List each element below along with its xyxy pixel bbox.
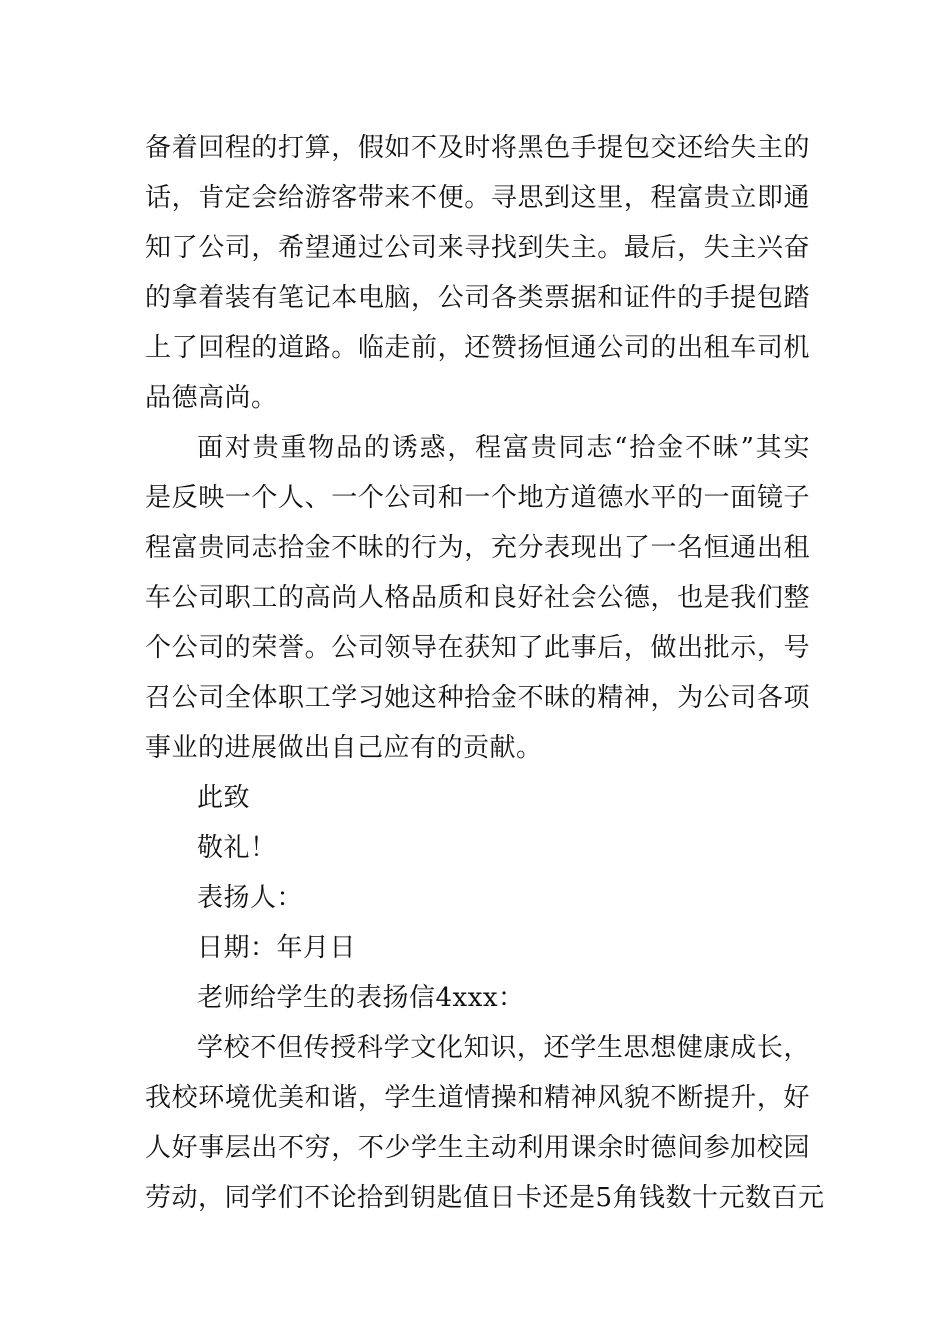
next-letter-heading: 老师给学生的表扬信4xxx： [197,983,525,1013]
paragraph-3-line-1: 学校不但传授科学文化知识，还学生思想健康成长， [197,1033,810,1063]
paragraph-1-line-6: 品德高尚。 [145,383,278,413]
closing-salutation: 此致 [197,783,251,813]
paragraph-1-line-1: 备着回程的打算，假如不及时将黑色手提包交还给失主的 [145,133,810,163]
paragraph-2-line-1: 面对贵重物品的诱惑，程富贵同志“拾金不昧”其实 [197,433,810,463]
paragraph-3-line-4: 劳动，同学们不论拾到钥匙值日卡还是5角钱数十元数百元 [145,1183,825,1213]
paragraph-1-line-2: 话，肯定会给游客带来不便。寻思到这里，程富贵立即通 [145,183,810,213]
paragraph-2-line-4: 车公司职工的高尚人格品质和良好社会公德，也是我们整 [145,583,810,613]
closing-signer: 表扬人： [197,883,304,913]
paragraph-2-line-6: 召公司全体职工学习她这种拾金不昧的精神，为公司各项 [145,683,810,713]
paragraph-2-line-3: 程富贵同志拾金不昧的行为，充分表现出了一名恒通出租 [145,533,810,563]
paragraph-1-line-5: 上了回程的道路。临走前，还赞扬恒通公司的出租车司机 [145,333,810,363]
paragraph-1-line-3: 知了公司，希望通过公司来寻找到失主。最后，失主兴奋 [145,233,810,263]
closing-date: 日期：年月日 [197,933,357,963]
paragraph-1-line-4: 的拿着装有笔记本电脑，公司各类票据和证件的手提包踏 [145,283,810,313]
paragraph-3-line-3: 人好事层出不穷，不少学生主动利用课余时德间参加校园 [145,1133,810,1163]
closing-respect: 敬礼！ [197,833,277,863]
paragraph-3-line-2: 我校环境优美和谐，学生道情操和精神风貌不断提升，好 [145,1083,810,1113]
paragraph-2-line-2: 是反映一个人、一个公司和一个地方道德水平的一面镜子 [145,483,810,513]
paragraph-2-line-7: 事业的进展做出自己应有的贡献。 [145,733,543,763]
paragraph-2-line-5: 个公司的荣誉。公司领导在获知了此事后，做出批示，号 [145,633,810,663]
